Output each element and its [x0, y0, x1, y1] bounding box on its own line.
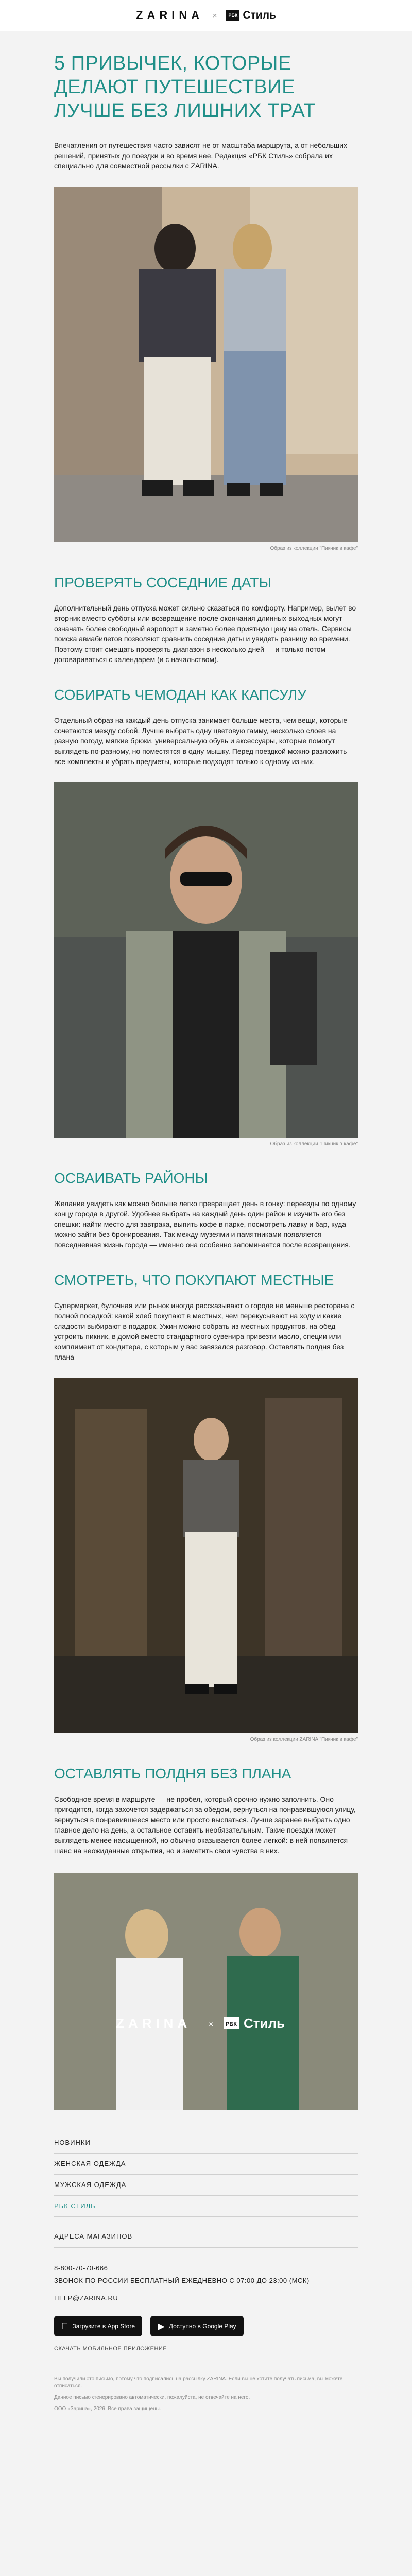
photo-1-caption: Образ из коллекции "Пикник в кафе": [270, 546, 358, 551]
section-1: [0, 574, 412, 767]
section-5-title: ОСТАВЛЯТЬ ПОЛДНЯ БЕЗ ПЛАНА: [54, 1766, 291, 1782]
section-5-text: Свободное время в маршруте — не пробел, который срочно нужно заполнить. Оно пригодится, когда захочется задержаться за обедом, вернуться на понравившуюся улицу, вернуться в понравившееся место или просто выспаться. Лучше заранее выбрать одно главное дело на день, а остальное оставить необязательным. Такие поездки может выглядеть менее насыщенной, но обычно оказывается более легкой: в ней появляется шанс на неожиданные открытия, но и заметить свои чувства в них.: [54, 1795, 356, 1855]
app-store-button[interactable]: [54, 2316, 142, 2336]
legal-line-2: Данное письмо сгенерировано автоматически, пожалуйста, не отвечайте на него.: [54, 2395, 250, 2400]
contacts: [54, 2263, 412, 2303]
photo-1-frame: [54, 187, 358, 552]
rbc-style-text: Стиль: [243, 9, 276, 21]
photo-couple-street[interactable]: [54, 187, 358, 542]
legal-footer: [54, 2376, 358, 2413]
article-intro: [0, 31, 412, 171]
legal-line-3: ООО «Зарина», 2026. Все права защищены.: [54, 2406, 161, 2412]
section-2-title: СОБИРАТЬ ЧЕМОДАН КАК КАПСУЛУ: [54, 687, 307, 703]
store-addresses-link[interactable]: АДРЕСА МАГАЗИНОВ: [54, 2232, 358, 2248]
photo-man-in-white-trousers[interactable]: [54, 1378, 358, 1733]
promo-banner[interactable]: [54, 1873, 358, 2110]
legal-line-1: Вы получили это письмо, потому что подписались на рассылку ZARINA. Если вы не хотите получать письма, вы можете отписаться.: [54, 2376, 343, 2389]
section-5: [0, 1765, 412, 1856]
promo-logo-zarina: ZARINA: [116, 2015, 192, 2031]
rbc-mark: РБК: [226, 10, 239, 21]
promo-logo-rbc-mark: РБК: [226, 2021, 237, 2027]
photo-3-caption: Образ из коллекции ZARINA "Пикник в кафе": [250, 1737, 358, 1742]
email-header: [0, 0, 412, 31]
google-play-button[interactable]: [150, 2316, 244, 2336]
section-2-text: Отдельный образ на каждый день отпуска занимает больше места, чем вещи, которые сочетаются между собой. Лучше выбрать одну цветовую гамму, несколько слоев на разную погоду, мягкие брюки, универсальную обувь и аксессуары, которые помогут выглядеть по-разному, но поместятся в одну мышку. Перед поездкой можно разложить все комплекты и убрать предметы, которые подходят только к одному из них.: [54, 716, 348, 766]
zarina-logo[interactable]: ZARINA: [136, 9, 204, 22]
support-email[interactable]: HELP@ZARINA.RU: [54, 2294, 118, 2302]
app-store-label: Загрузите в App Store: [65, 2323, 128, 2330]
promo-logo-sep: ×: [209, 2020, 214, 2029]
nav-women[interactable]: ЖЕНСКАЯ ОДЕЖДА: [54, 2154, 358, 2175]
app-download-caption: СКАЧАТЬ МОБИЛЬНОЕ ПРИЛОЖЕНИЕ: [54, 2346, 167, 2352]
nav-new-arrivals[interactable]: НОВИНКИ: [54, 2132, 358, 2154]
photo-2-caption: Образ из коллекции "Пикник в кафе": [270, 1141, 358, 1147]
section-3-text: Желание увидеть как можно больше легко превращает день в гонку: переезды по одному концу города в другой. Удобнее выбрать на каждый день один район и изучить его без спешки: найти место для завтрака, выпить кофе в парке, посмотреть лавку и бар, куда можно зайти без бронирования. Так между музеями и памятниками появляется повседневная жизнь города — именно она особенно запоминается после возвращения.: [54, 1199, 356, 1249]
brand-separator: ×: [213, 11, 217, 20]
app-store-buttons: [54, 2316, 412, 2336]
google-play-label: Доступно в Google Play: [162, 2323, 230, 2330]
footer-nav: [54, 2132, 358, 2217]
section-3: [0, 1170, 412, 1362]
phone-note: ЗВОНОК ПО РОССИИ БЕСПЛАТНЫЙ ЕЖЕДНЕВНО С 07:00 ДО 23:00 (МСК): [54, 2277, 310, 2284]
section-1-title: ПРОВЕРЯТЬ СОСЕДНИЕ ДАТЫ: [54, 574, 272, 590]
promo-logo-rbc-style: Стиль: [244, 2015, 285, 2031]
photo-3-frame: [54, 1378, 358, 1743]
section-3-title: ОСВАИВАТЬ РАЙОНЫ: [54, 1170, 208, 1186]
apple-icon: [61, 2321, 68, 2332]
section-4-text: Супермаркет, булочная или рынок иногда рассказывают о городе не меньше ресторана с полной посадкой: какой хлеб покупают в местных, чем перекусывают на ходу и какие сладости выбирают в подарок. Ужин можно собрать из местных продуктов, на обед устроить пикник, в домой вместо стандартного сувенира привезти масло, специи или комплимент от кондитера, с которым у вас завязался разговор. Оставлять полдня без плана: [54, 1301, 355, 1361]
rbc-style-logo[interactable]: [226, 9, 276, 22]
photo-2-frame: [54, 782, 358, 1148]
article-intro-text: Впечатления от путешествия часто зависят не от масштаба маршрута, а от небольших решений, принятых до поездки и во время нее. Редакция «РБК Стиль» собрала их специально для совместной рассылки с ZARINA.: [54, 141, 347, 170]
section-4-title: СМОТРЕТЬ, ЧТО ПОКУПАЮТ МЕСТНЫЕ: [54, 1272, 334, 1288]
phone-number[interactable]: 8-800-70-70-666: [54, 2264, 108, 2272]
section-1-text: Дополнительный день отпуска может сильно сказаться по комфорту. Например, вылет во вторник вместо субботы или возвращение после окончания длинных выходных могут означать более свободный аэропорт и заметно более приятную цену на отель. Сервисы поиска авиабилетов позволяют сравнить соседние даты и увидеть разницу во времени. Поэтому стоит смещать проверять диапазон в несколько дней — и только потом договариваться с календарем (и с начальством).: [54, 604, 356, 664]
nav-rbc-style[interactable]: РБК СТИЛЬ: [54, 2196, 358, 2217]
nav-men[interactable]: МУЖСКАЯ ОДЕЖДА: [54, 2175, 358, 2196]
article-title: 5 ПРИВЫЧЕК, КОТОРЫЕ ДЕЛАЮТ ПУТЕШЕСТВИЕ ЛУЧШЕ БЕЗ ЛИШНИХ ТРАТ: [54, 53, 316, 122]
photo-man-sunglasses[interactable]: [54, 782, 358, 1138]
play-icon: ▶: [150, 2320, 158, 2331]
